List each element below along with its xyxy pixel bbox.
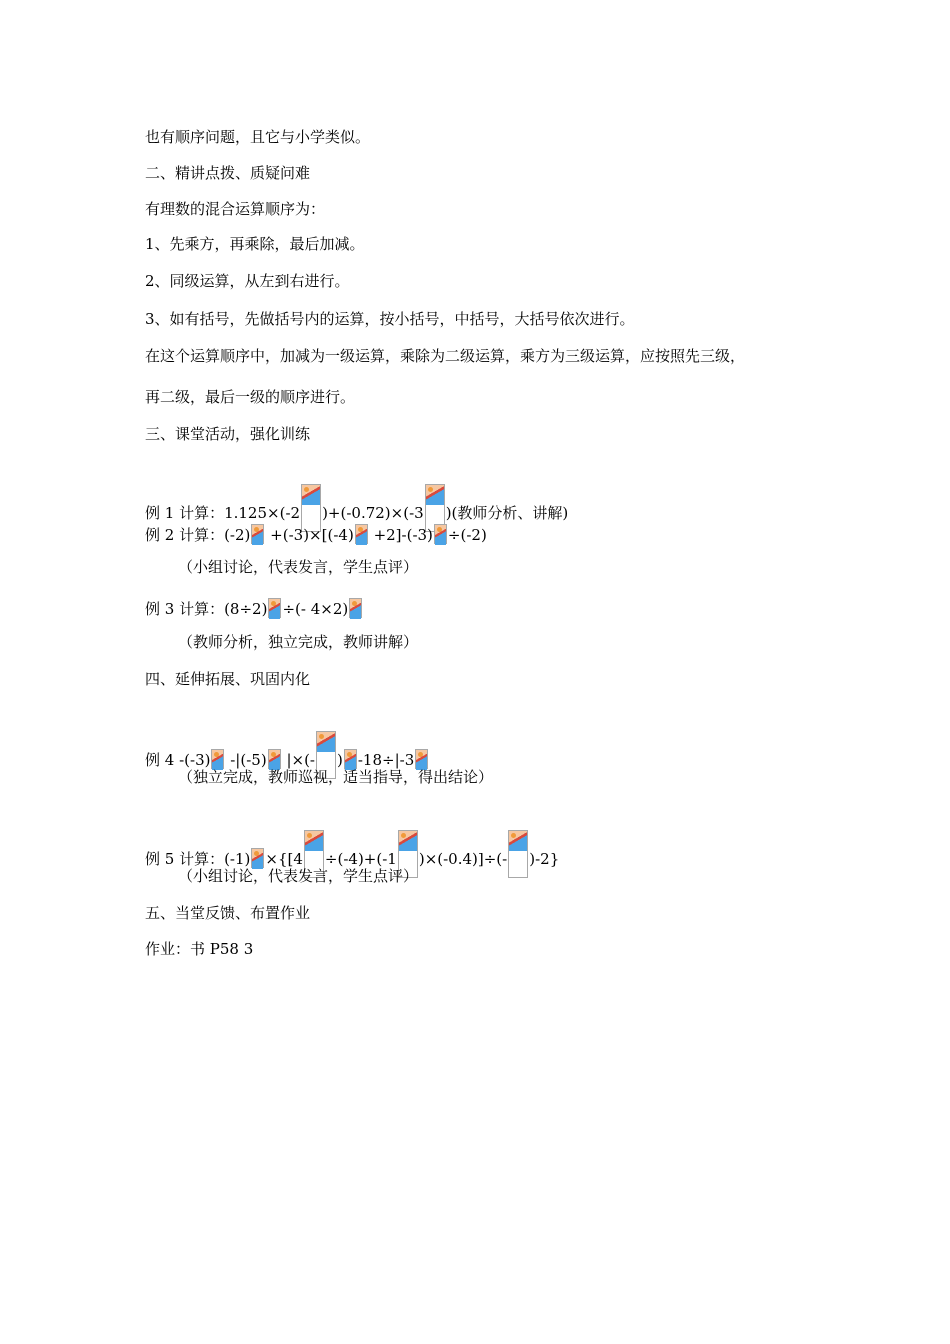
example-text: ÷(-2) bbox=[447, 526, 487, 544]
exponent-image bbox=[434, 524, 447, 544]
section-heading-4: 四、延伸拓展、巩固内化 bbox=[145, 670, 311, 688]
example-text: 例 1 计算：1.125×(-2 bbox=[145, 504, 301, 522]
example-3 bbox=[145, 594, 363, 619]
teaching-note: （教师分析，独立完成，教师讲解） bbox=[178, 633, 419, 651]
example-text: 例 2 计算：(-2) bbox=[145, 526, 251, 544]
exponent-image bbox=[211, 749, 224, 769]
exponent-image bbox=[268, 598, 281, 618]
example-text: )-2} bbox=[529, 850, 560, 868]
example-text: |×(- bbox=[281, 751, 315, 769]
example-text: )(教师分析、讲解) bbox=[445, 504, 569, 522]
example-text: ÷(- 4×2) bbox=[282, 600, 349, 618]
example-text: )+(-0.72)×(-3 bbox=[322, 504, 424, 522]
example-text: -18÷|-3 bbox=[357, 751, 415, 769]
exponent-image bbox=[355, 524, 368, 544]
example-text: ) bbox=[337, 751, 343, 769]
exponent-image bbox=[415, 749, 428, 769]
teaching-note: （独立完成，教师巡视，适当指导，得出结论） bbox=[178, 768, 494, 786]
example-4 bbox=[145, 717, 429, 770]
exponent-image bbox=[251, 848, 264, 868]
homework-line: 作业：书 P58 3 bbox=[145, 940, 254, 958]
text-line: 再二级，最后一级的顺序进行。 bbox=[145, 388, 356, 406]
teaching-note: （小组讨论，代表发言，学生点评） bbox=[178, 867, 419, 885]
example-text: +2]-(-3) bbox=[368, 526, 433, 544]
example-text: 例 4 -(-3) bbox=[145, 751, 211, 769]
example-1 bbox=[145, 470, 568, 523]
example-text: )×(-0.4)]÷(- bbox=[418, 850, 508, 868]
text-line: 也有顺序问题，且它与小学类似。 bbox=[145, 128, 371, 146]
example-2 bbox=[145, 520, 487, 545]
rule-2: 2、同级运算，从左到右进行。 bbox=[145, 272, 350, 290]
exponent-image bbox=[349, 598, 362, 618]
example-text: +(-3)×[(-4) bbox=[265, 526, 354, 544]
section-heading-2: 二、精讲点拨、质疑问难 bbox=[145, 164, 311, 182]
exponent-image bbox=[344, 749, 357, 769]
exponent-image bbox=[268, 749, 281, 769]
section-heading-3: 三、课堂活动，强化训练 bbox=[145, 425, 311, 443]
rule-3: 3、如有括号，先做括号内的运算，按小括号，中括号，大括号依次进行。 bbox=[145, 310, 635, 328]
section-heading-5: 五、当堂反馈、布置作业 bbox=[145, 904, 311, 922]
text-line: 有理数的混合运算顺序为： bbox=[145, 200, 326, 218]
fraction-image bbox=[508, 830, 528, 878]
example-text: -|(-5) bbox=[225, 751, 267, 769]
example-text: ÷(-4)+(-1 bbox=[324, 850, 397, 868]
example-text: ×{[4 bbox=[265, 850, 303, 868]
example-text: 例 3 计算：(8÷2) bbox=[145, 600, 268, 618]
teaching-note: （小组讨论，代表发言，学生点评） bbox=[178, 558, 419, 576]
example-5 bbox=[145, 816, 559, 869]
rule-1: 1、先乘方，再乘除，最后加减。 bbox=[145, 235, 365, 253]
example-text: 例 5 计算：(-1) bbox=[145, 850, 251, 868]
exponent-image bbox=[251, 524, 264, 544]
text-line: 在这个运算顺序中，加减为一级运算，乘除为二级运算，乘方为三级运算，应按照先三级， bbox=[145, 347, 746, 365]
